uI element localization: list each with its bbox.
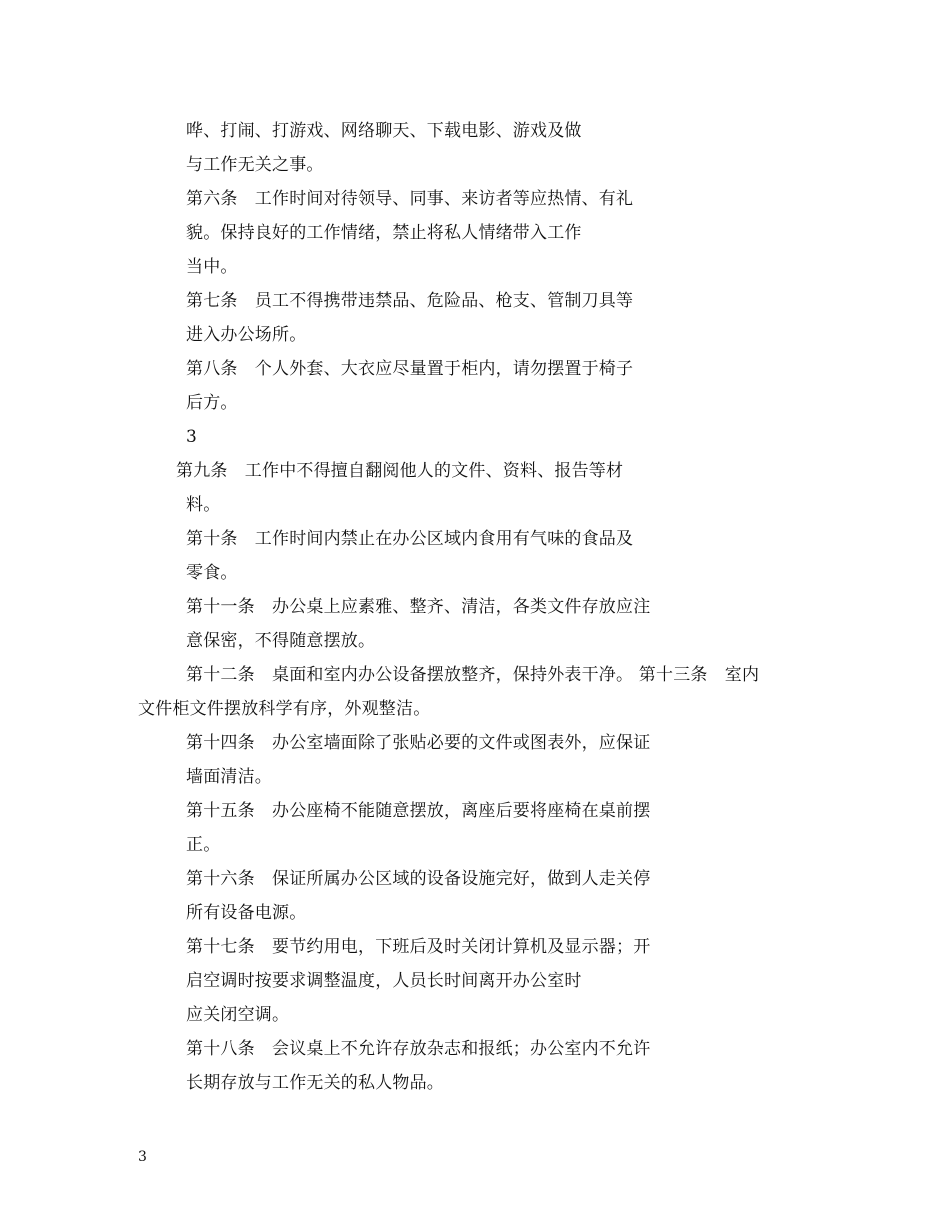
text-line: 料。 [186, 495, 221, 515]
article-10-line: 第十条 工作时间内禁止在办公区域内食用有气味的食品及 [186, 529, 634, 549]
text-line: 启空调时按要求调整温度，人员长时间离开办公室时 [186, 971, 582, 991]
article-11-line: 第十一条 办公桌上应素雅、整齐、清洁，各类文件存放应注 [186, 597, 651, 617]
article-16-line: 第十六条 保证所属办公区域的设备设施完好，做到人走关停 [186, 869, 651, 889]
article-18-line: 第十八条 会议桌上不允许存放杂志和报纸；办公室内不允许 [186, 1039, 651, 1059]
article-6-line: 第六条 工作时间对待领导、同事、来访者等应热情、有礼 [186, 189, 634, 209]
article-12-13-line: 第十二条 桌面和室内办公设备摆放整齐，保持外表干净。 第十三条 室内 [186, 665, 760, 685]
text-line: 哗、打闹、打游戏、网络聊天、下载电影、游戏及做 [186, 121, 582, 141]
article-8-line: 第八条 个人外套、大衣应尽量置于柜内，请勿摆置于椅子 [186, 359, 634, 379]
text-line: 文件柜文件摆放科学有序，外观整洁。 [138, 699, 431, 719]
text-line: 应关闭空调。 [186, 1005, 290, 1025]
text-line: 意保密，不得随意摆放。 [186, 631, 376, 651]
text-line: 正。 [186, 835, 221, 855]
article-9-line: 第九条 工作中不得擅自翻阅他人的文件、资料、报告等材 [176, 461, 624, 481]
text-line: 当中。 [186, 257, 238, 277]
text-line: 墙面清洁。 [186, 767, 272, 787]
text-line: 与工作无关之事。 [186, 155, 324, 175]
text-line: 貌。保持良好的工作情绪，禁止将私人情绪带入工作 [186, 223, 582, 243]
article-17-line: 第十七条 要节约用电，下班后及时关闭计算机及显示器；开 [186, 937, 651, 957]
text-line: 长期存放与工作无关的私人物品。 [186, 1073, 444, 1093]
text-line: 进入办公场所。 [186, 325, 307, 345]
article-15-line: 第十五条 办公座椅不能随意摆放，离座后要将座椅在桌前摆 [186, 801, 651, 821]
text-line: 零食。 [186, 563, 238, 583]
article-14-line: 第十四条 办公室墙面除了张贴必要的文件或图表外，应保证 [186, 733, 651, 753]
article-7-line: 第七条 员工不得携带违禁品、危险品、枪支、管制刀具等 [186, 291, 634, 311]
text-line: 后方。 [186, 393, 238, 413]
text-line: 所有设备电源。 [186, 903, 307, 923]
inline-page-number: 3 [186, 427, 198, 447]
page-number-footer: 3 [138, 1149, 147, 1165]
